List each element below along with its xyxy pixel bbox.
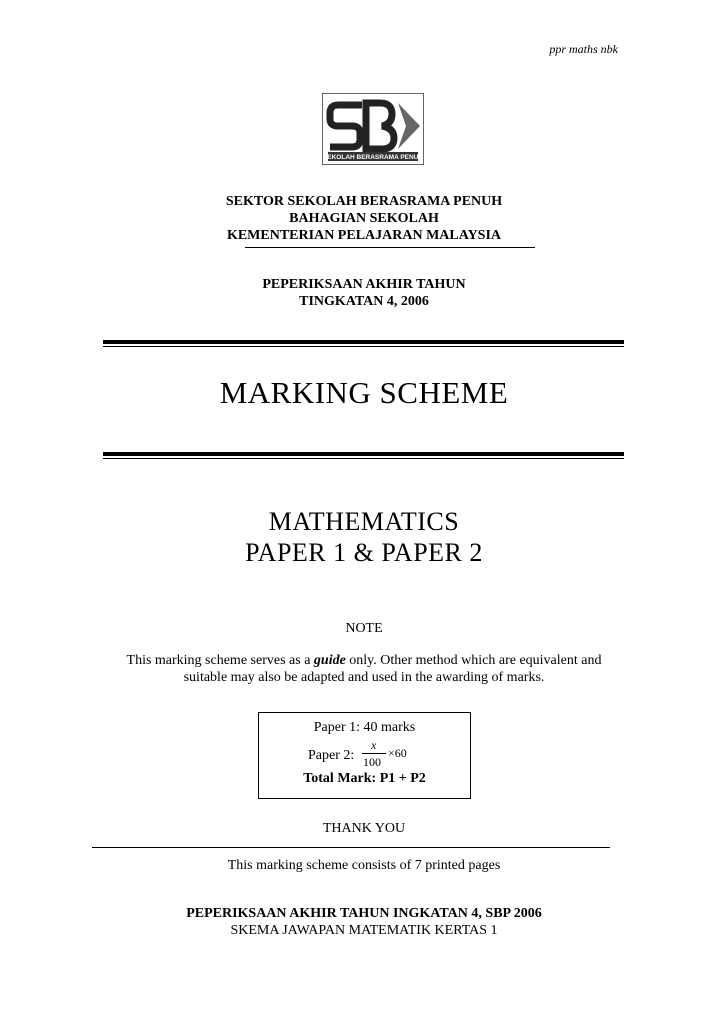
note-heading: NOTE [345, 621, 383, 636]
exam-line-2: TINGKATAN 4, 2006 [299, 294, 429, 309]
total-mark: Total Mark: P1 + P2 [303, 771, 426, 786]
footer-line-2: SKEMA JAWAPAN MATEMATIK KERTAS 1 [230, 923, 498, 938]
note-text-before: This marking scheme serves as a [126, 653, 314, 668]
paper2-multiplier: ×60 [388, 746, 407, 760]
thank-you: THANK YOU [322, 821, 406, 836]
subject-papers: PAPER 1 & PAPER 2 [245, 538, 483, 567]
organisation-line-3: KEMENTERIAN PELAJARAN MALAYSIA [226, 228, 502, 243]
header-tag: ppr maths nbk [549, 42, 618, 56]
paper2-denominator: 100 [363, 755, 381, 769]
title-top-rule-thin [103, 346, 624, 347]
thanks-underline [92, 847, 610, 848]
note-text-after: only. Other method which are equivalent and [345, 653, 602, 668]
paper2-label: Paper 2: [308, 748, 355, 763]
title-top-rule-thick [103, 340, 624, 344]
title-bottom-rule-thin [103, 458, 624, 459]
paper2-numerator: x [371, 738, 377, 752]
logo-caption: SEKOLAH BERASRAMA PENUH [322, 154, 424, 161]
paper1-marks: Paper 1: 40 marks [313, 720, 416, 735]
fraction-bar [362, 753, 386, 754]
organisation-line-1: SEKTOR SEKOLAH BERASRAMA PENUH [225, 194, 503, 209]
footer-line-1: PEPERIKSAAN AKHIR TAHUN INGKATAN 4, SBP 2006 [186, 906, 542, 921]
note-text-line-2: suitable may also be adapted and used in the awarding of marks. [183, 670, 545, 685]
organisation-underline [245, 247, 535, 248]
note-text-line-1 [0, 653, 728, 669]
organisation-line-2: BAHAGIAN SEKOLAH [289, 211, 439, 226]
marks-box [258, 712, 471, 799]
note-emphasis: guide [313, 653, 346, 668]
sbp-logo-graphic [322, 93, 424, 165]
subject-title: MATHEMATICS [268, 507, 460, 536]
page-title: MARKING SCHEME [219, 375, 509, 410]
title-bottom-rule-thick [103, 452, 624, 456]
sbp-logo [322, 93, 424, 165]
pages-note: This marking scheme consists of 7 printed pages [227, 858, 501, 873]
exam-line-1: PEPERIKSAAN AKHIR TAHUN [262, 277, 466, 292]
